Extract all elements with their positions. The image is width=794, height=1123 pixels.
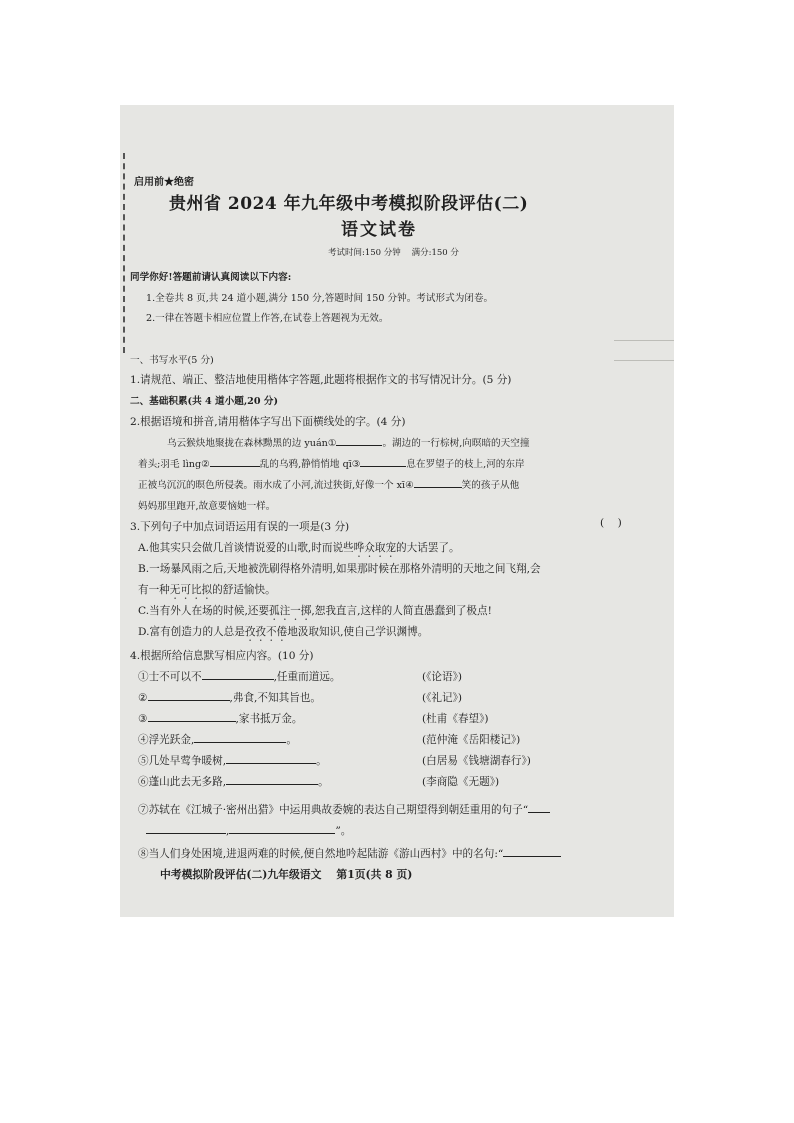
recite-line: ⑧当人们身处困境,进退两难的时候,便自然地吟起陆游《游山西村》中的名句:“ (138, 846, 561, 861)
recite-line: ①士不可以不 ,任重而道远。 (138, 671, 341, 683)
recite-line: ③ ,家书抵万金。 (138, 713, 303, 725)
answer-blank (336, 435, 382, 446)
secret-mark: 启用前★绝密 (134, 177, 194, 188)
section-heading: 一、书写水平(5 分) (130, 355, 214, 366)
recite-line: ④浮光跃金, 。 (138, 734, 297, 746)
recite-line: ⑥蓬山此去无多路, 。 (138, 776, 329, 788)
question-2-stem: 2.根据语境和拼音,请用楷体字写出下面横线处的字。(4 分) (130, 416, 406, 428)
passage-line: 正被乌沉沉的暝色所侵袭。雨水成了小河,流过狭街,好像一个 xī④ 笑的孩子从他 (138, 477, 519, 491)
question-3-stem: 3.下列句子中加点词语运用有误的一项是(3 分) (130, 521, 350, 533)
answer-blank (194, 732, 286, 743)
answer-blank (414, 477, 462, 488)
exam-time-info: 考试时间:150 分钟 满分:150 分 (328, 248, 459, 258)
answer-blank (528, 802, 550, 813)
recite-source: (《礼记》) (422, 692, 463, 704)
question-4-stem: 4.根据所给信息默写相应内容。(10 分) (130, 650, 314, 662)
recite-source: (范仲淹《岳阳楼记》) (422, 734, 521, 746)
notice-item: 1.全卷共 8 页,共 24 道小题,满分 150 分,答题时间 150 分钟。考试形式为闭卷。 (146, 293, 494, 304)
exam-title: 贵州省 2024 年九年级中考模拟阶段评估(二) (169, 194, 529, 214)
option-d: D.富有创造力的人总是孜孜不倦地汲取知识,使自己学识渊博。 (138, 626, 429, 638)
recite-line: ⑦苏轼在《江城子·密州出猎》中运用典故委婉的表达自己期望得到朝廷重用的句子“ (138, 802, 550, 817)
option-c: C.当有外人在场的时候,还要孤注一掷,恕我直言,这样的人简直愚蠢到了极点! (138, 605, 492, 617)
answer-blank (146, 823, 226, 834)
option-b: B.一场暴风雨之后,天地被洗刷得格外清明,如果那时候在那格外清明的天地之间飞翔,会 (138, 563, 541, 575)
answer-blank (229, 823, 335, 834)
answer-blank (148, 711, 236, 722)
section-heading: 二、基础积累(共 4 道小题,20 分) (130, 396, 278, 407)
answer-blank (503, 846, 561, 857)
recite-line: ② ,弗食,不知其旨也。 (138, 692, 321, 704)
exam-subject: 语文试卷 (341, 220, 417, 240)
exam-page (120, 105, 674, 917)
binding-line (123, 153, 125, 353)
recite-source: (白居易《钱塘湖春行》) (422, 755, 531, 767)
bleed-through-line (614, 360, 674, 361)
recite-source: (杜甫《春望》) (422, 713, 489, 725)
answer-blank (360, 456, 406, 467)
answer-blank (148, 690, 230, 701)
recite-line-cont: , ”。 (146, 823, 351, 838)
option-a: A.他其实只会做几首谈情说爱的山歌,时而说些哗众取宠的大话罢了。 (138, 542, 460, 554)
option-b-cont: 有一种无可比拟的舒适愉快。 (138, 584, 276, 596)
answer-blank (202, 669, 274, 680)
recite-line: ⑤几处早莺争暖树, 。 (138, 755, 327, 767)
page-footer: 中考模拟阶段评估(二)九年级语文 第1页(共 8 页) (160, 868, 413, 881)
passage-line: 妈妈那里跑开,故意要恼她一样。 (138, 501, 276, 512)
notice-greeting: 同学你好!答题前请认真阅读以下内容: (130, 272, 292, 283)
answer-blank (226, 753, 316, 764)
answer-blank (210, 456, 260, 467)
answer-blank (226, 774, 318, 785)
bleed-through-line (614, 340, 674, 341)
recite-source: (李商隐《无题》) (422, 776, 500, 788)
question-1: 1.请规范、端正、整洁地使用楷体字答题,此题将根据作文的书写情况计分。(5 分) (130, 374, 512, 386)
recite-source: (《论语》) (422, 671, 463, 683)
answer-bracket: ( ) (600, 517, 622, 529)
passage-line: 着头;羽毛 lìng② 乱的乌鸦,静悄悄地 qī③ 息在罗望子的枝上,河的东岸 (138, 456, 525, 470)
passage-line: 乌云猴炔地聚拢在森林黝黑的边 yuán① 。湖边的一行棕树,向暝暗的天空撞 (167, 435, 529, 449)
notice-item: 2.一律在答题卡相应位置上作答,在试卷上答题视为无效。 (146, 313, 389, 324)
